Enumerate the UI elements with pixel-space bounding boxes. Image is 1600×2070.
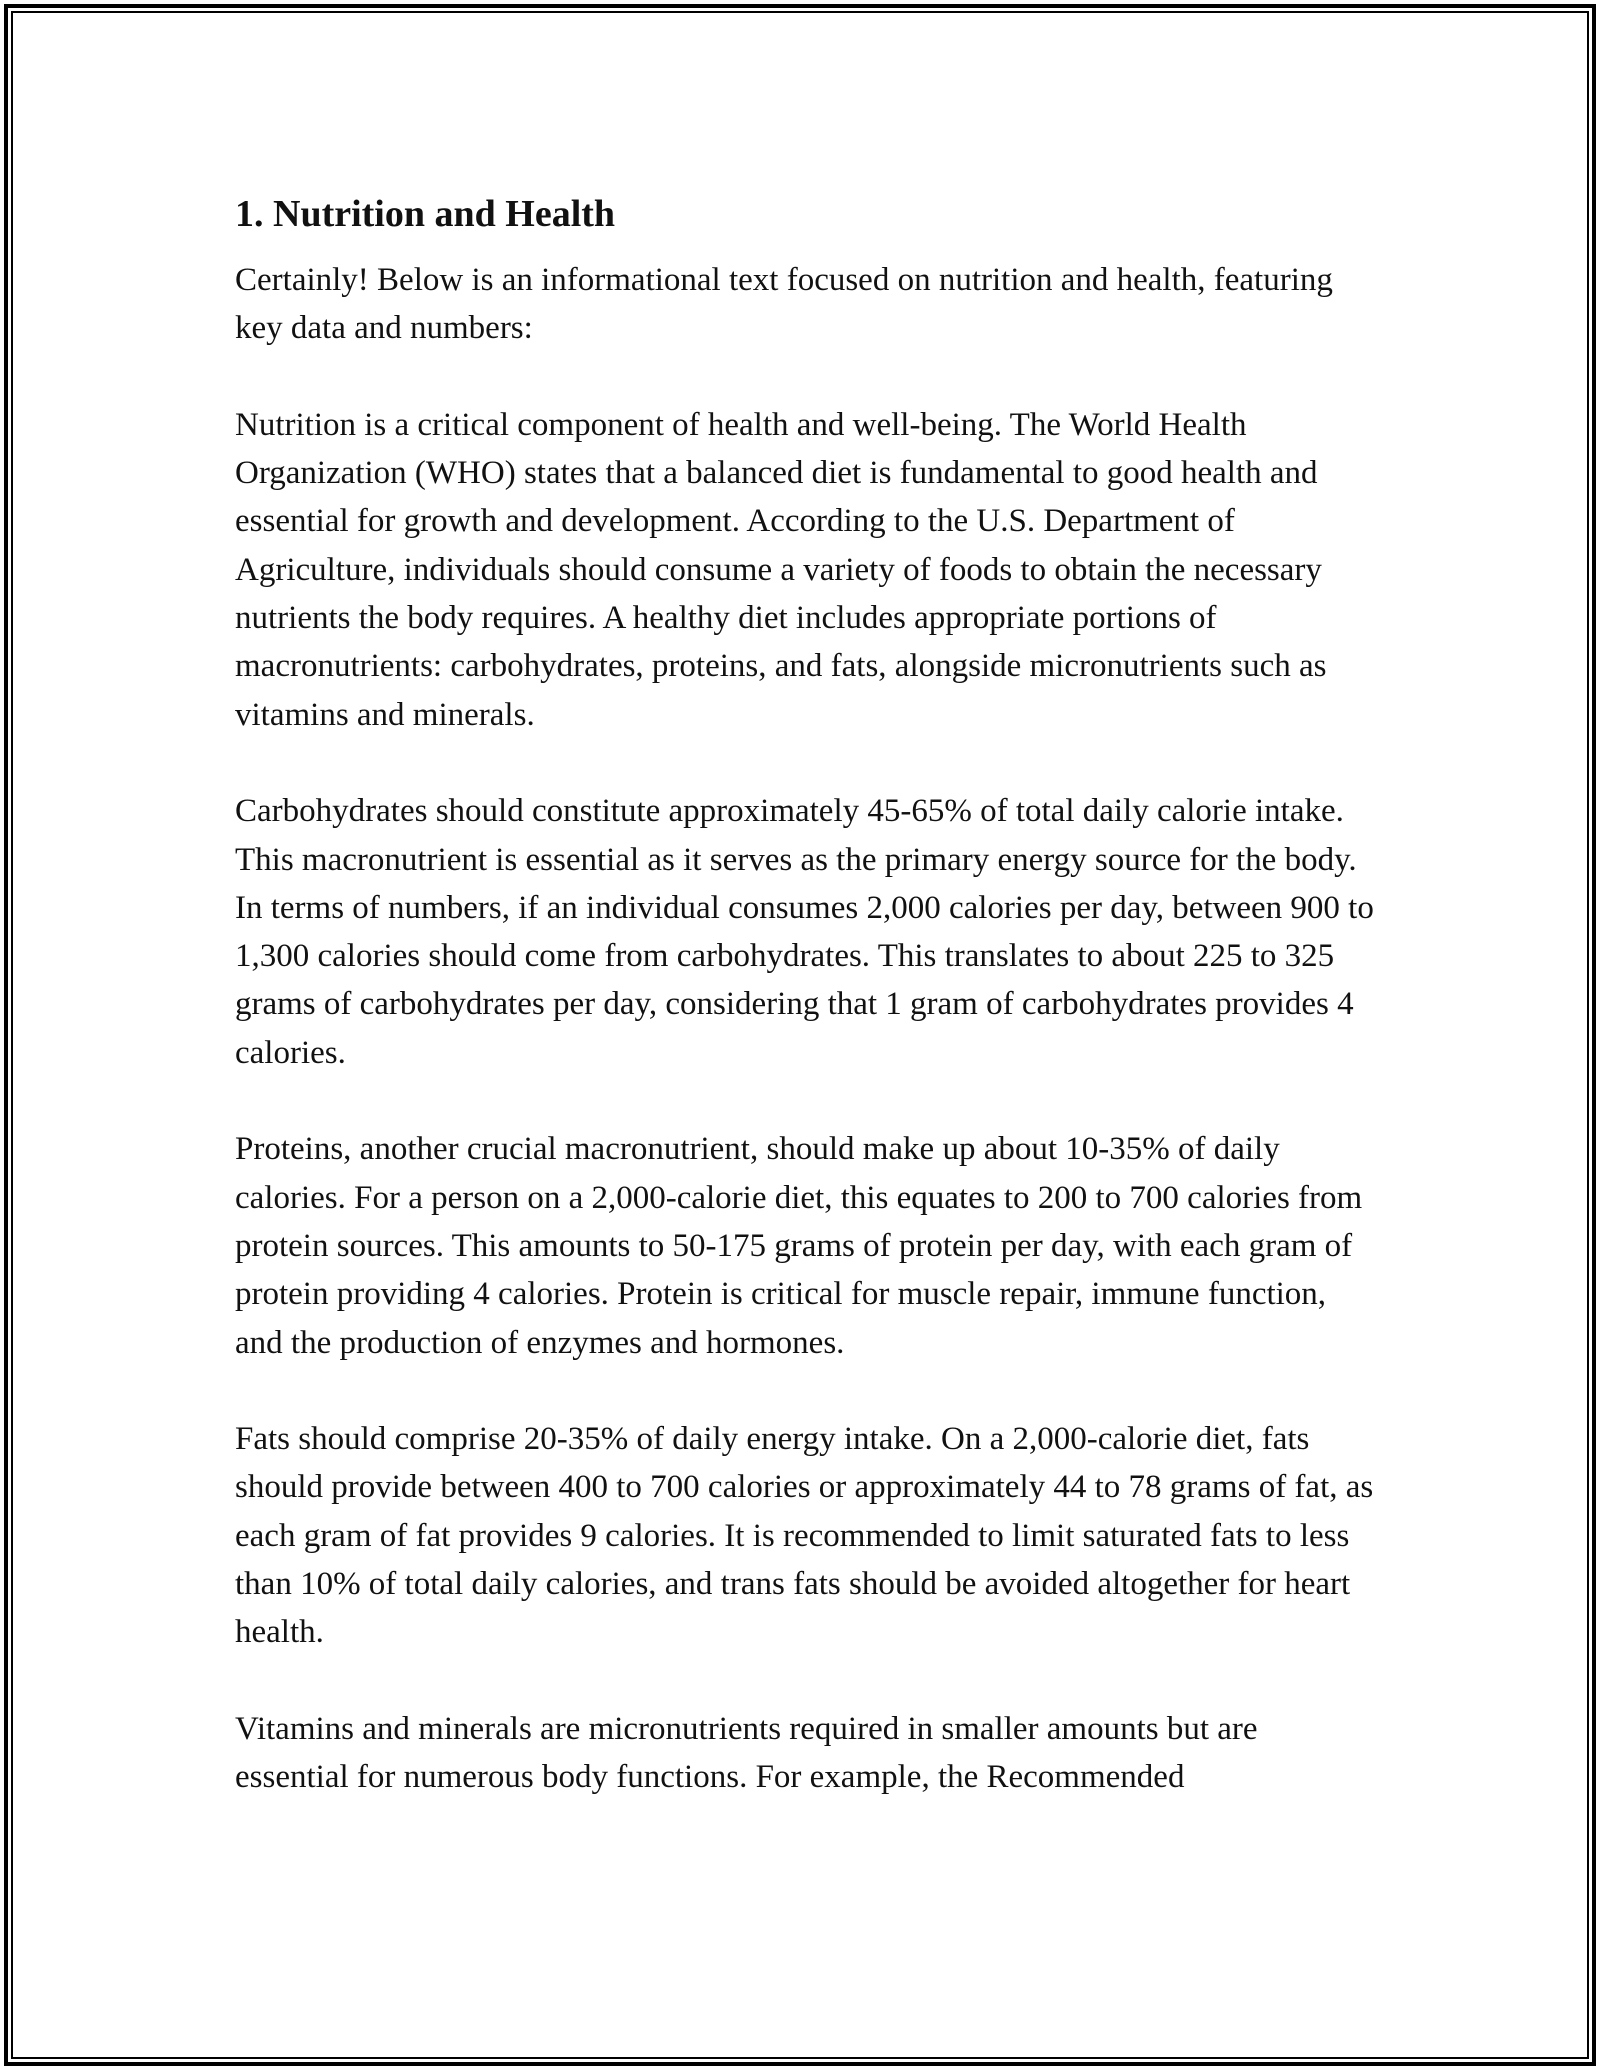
nutrition-paragraph: Nutrition is a critical component of health and well-being. The World Health Organization (WHO) states that a balanced diet is fundamental to good health and essential for growth and development. According to the U.S. Department of Agriculture, individuals should consume a variety of foods to obtain the necessary nutrients the body requires. A healthy diet includes appropriate portions of macronutrients: carbohydrates, proteins, and fats, alongside micronutrients such as vitamins and minerals. [235, 406, 1327, 733]
carbohydrates-paragraph: Carbohydrates should constitute approximately 45-65% of total daily calorie intake. This macronutrient is essential as it serves as the primary energy source for the body. In terms of numbers, if an individual consumes 2,000 calories per day, between 900 to 1,300 calories should come from carbohydrates. This translates to about 225 to 325 grams of carbohydrates per day, considering that 1 gram of carbohydrates provides 4 calories. [235, 793, 1374, 1071]
section-heading: 1. Nutrition and Health [235, 193, 616, 235]
document-body [235, 184, 1375, 1850]
proteins-paragraph: Proteins, another crucial macronutrient, should make up about 10-35% of daily calories. For a person on a 2,000-calorie diet, this equates to 200 to 700 calories from protein sources. This amounts to 50-175 grams of protein per day, with each gram of protein providing 4 calories. Protein is critical for muscle repair, immune function, and the production of enzymes and hormones. [235, 1131, 1363, 1361]
fats-paragraph: Fats should comprise 20-35% of daily energy intake. On a 2,000-calorie diet, fats should provide between 400 to 700 calories or approximately 44 to 78 grams of fat, as each gram of fat provides 9 calories. It is recommended to limit saturated fats to less than 10% of total daily calories, and trans fats should be avoided altogether for heart health. [235, 1421, 1374, 1651]
vitamins-paragraph: Vitamins and minerals are micronutrients required in smaller amounts but are essential for numerous body functions. For example, the Recommended [235, 1710, 1258, 1796]
intro-paragraph: Certainly! Below is an informational text focused on nutrition and health, featuring key data and numbers: [235, 262, 1333, 347]
